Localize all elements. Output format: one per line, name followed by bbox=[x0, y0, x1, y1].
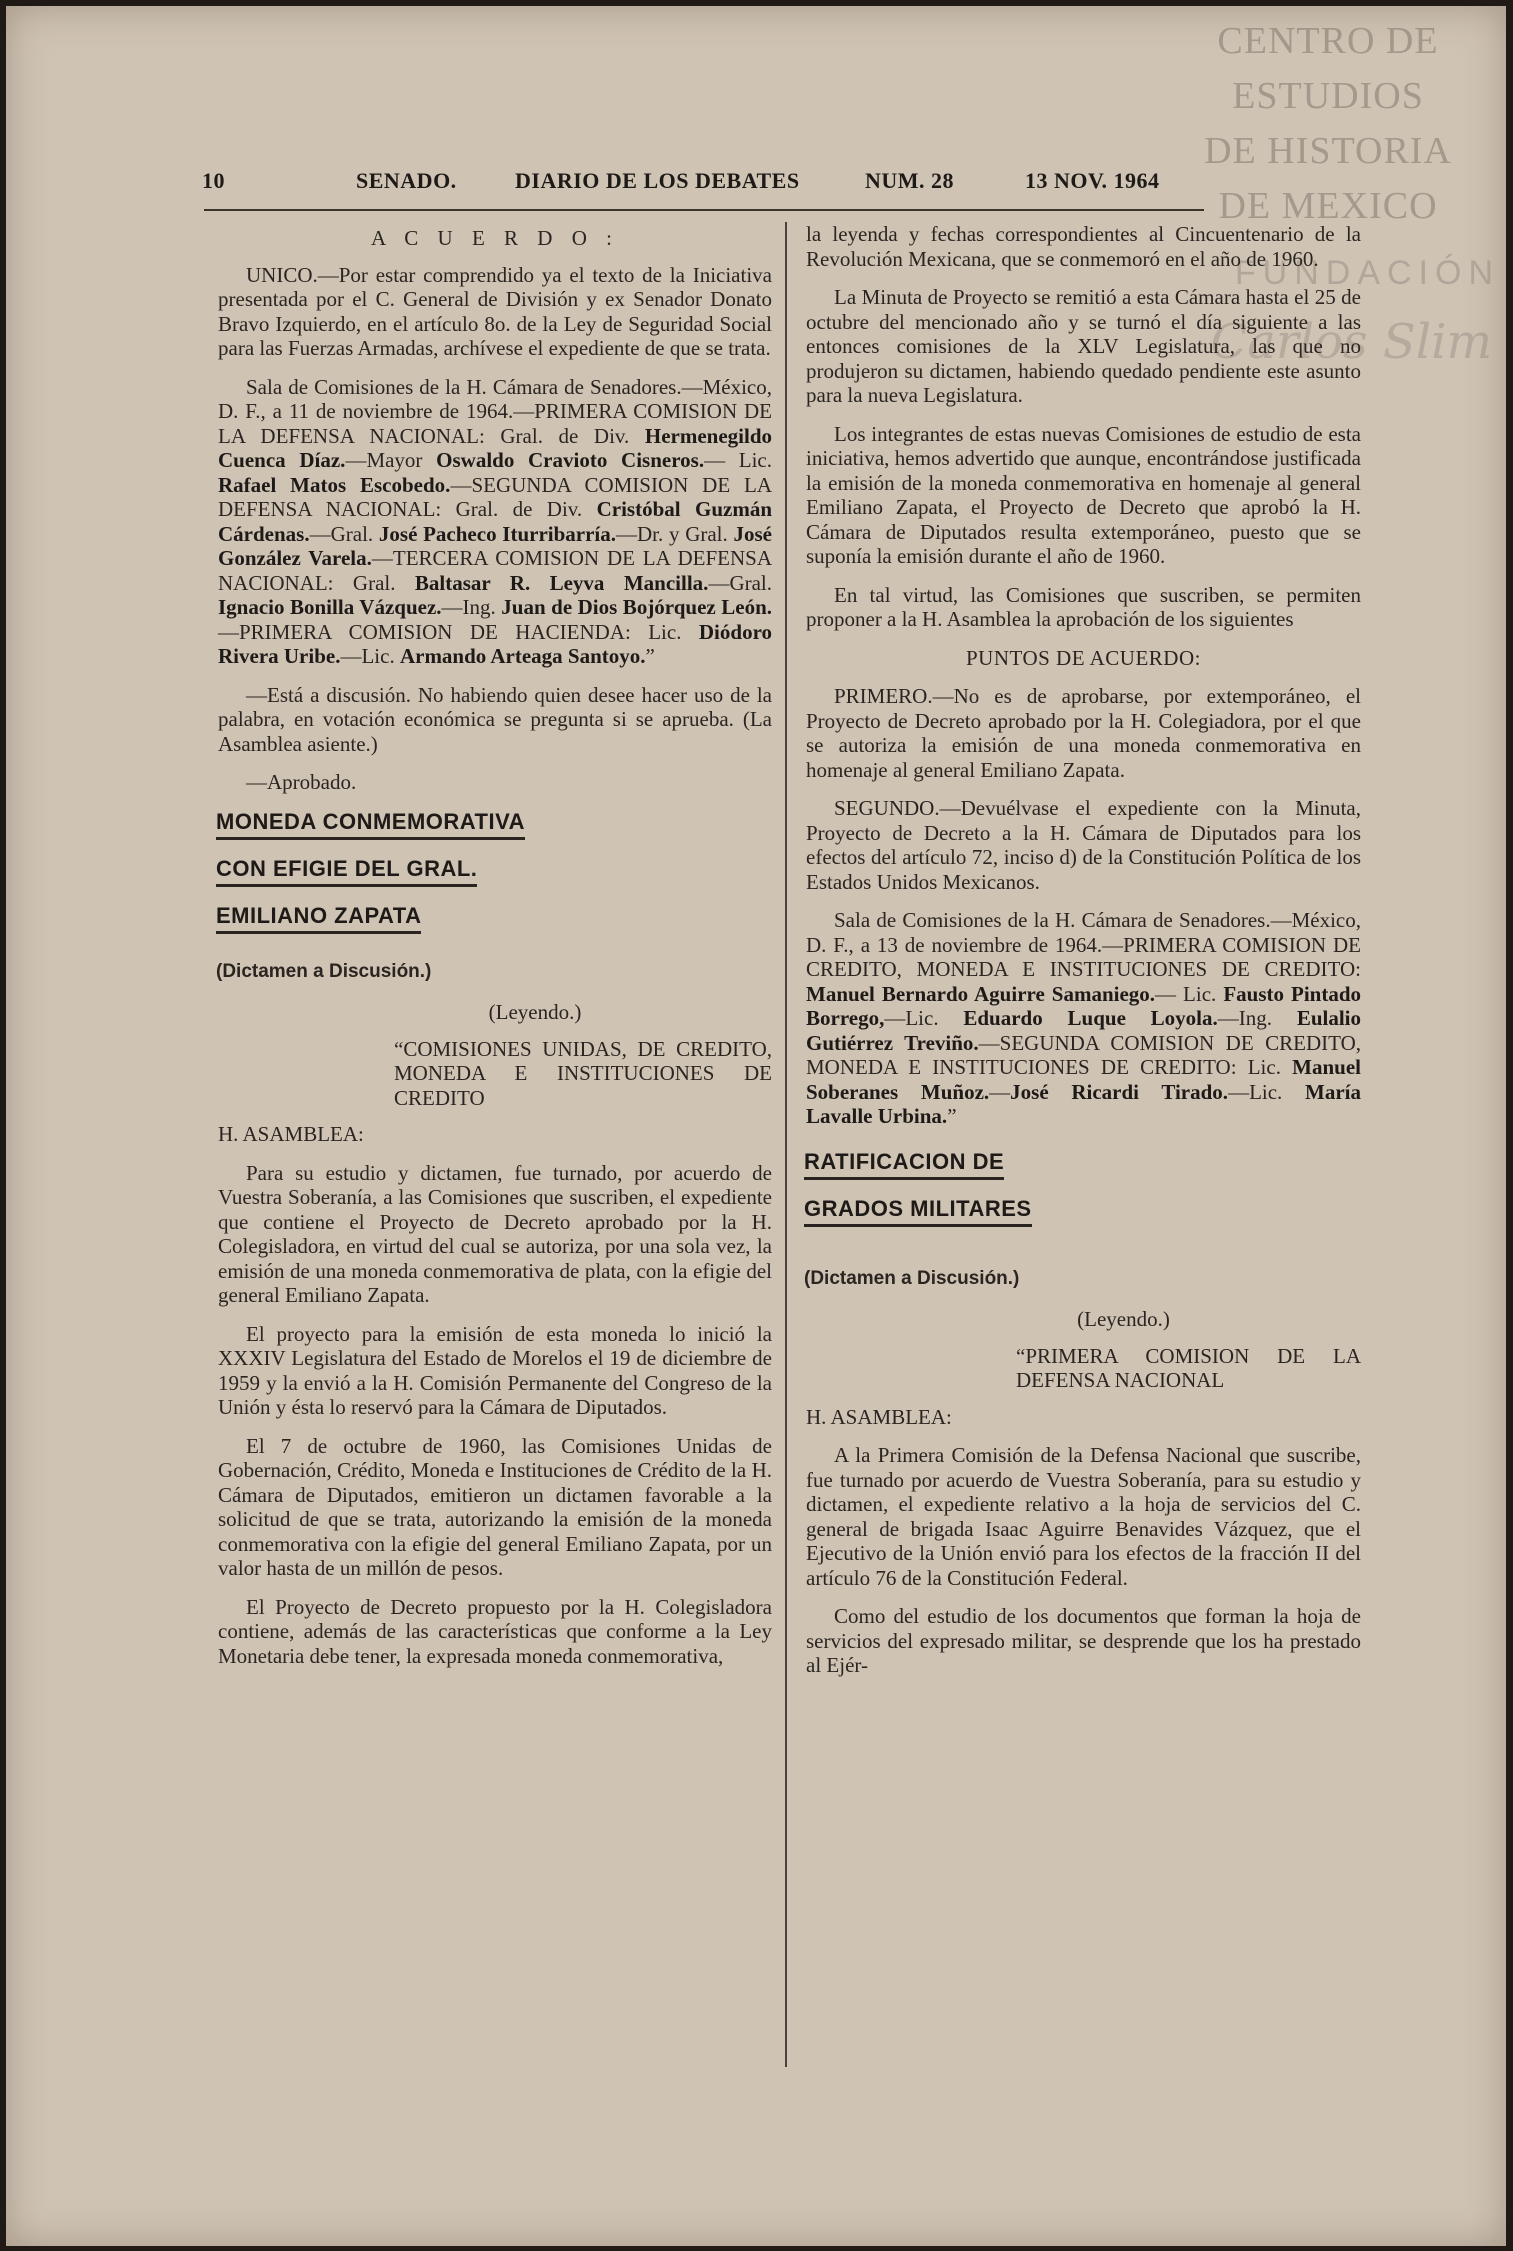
body-paragraph: El Proyecto de Decreto propuesto por la H. Colegisladora contiene, además de las características que conforme a la Ley Monetaria debe tener, la expresada moneda conmemorativa, bbox=[218, 1594, 772, 1668]
section-title: RATIFICACION DE bbox=[804, 1149, 1004, 1180]
column-divider bbox=[785, 222, 787, 2067]
signatures-paragraph bbox=[218, 375, 772, 669]
comision-heading: “COMISIONES UNIDAS, DE CREDITO, MONEDA E INSTITUCIONES DE CREDITO bbox=[394, 1036, 772, 1110]
sala-text: —Gral. bbox=[309, 521, 374, 546]
dictamen-label: (Dictamen a Discusión.) bbox=[216, 960, 432, 982]
section-title: MONEDA CONMEMORATIVA bbox=[216, 809, 525, 840]
signatory-name: Juan de Dios Bojórquez León. bbox=[501, 595, 772, 619]
discusion-paragraph: —Está a discusión. No habiendo quien desee hacer uso de la palabra, en votación económica se pregunta si se aprueba. (La Asamblea asiente.) bbox=[218, 682, 772, 756]
body-paragraph: La Minuta de Proyecto se remitió a esta Cámara hasta el 25 de octubre del mencionado año y se turnó el día siguiente a las entonces comisiones de la XLV Legislatura, las que no produjeron su dictamen, habiendo quedado pendiente este asunto para la nueva Legislatura. bbox=[806, 285, 1361, 407]
watermark-line-1: CENTRO DE bbox=[1217, 20, 1439, 62]
primero-paragraph: PRIMERO.—No es de aprobarse, por extemporáneo, el Proyecto de Decreto aprobado por la H. Colegiadora, por el que se autoriza la emisión de una moneda conmemorativa en homenaje al general Emiliano Zapata. bbox=[806, 684, 1361, 782]
signatory-name: Rafael Matos Escobedo. bbox=[218, 472, 451, 497]
asamblea-salutation: H. ASAMBLEA: bbox=[218, 1122, 364, 1146]
header-issue: NUM. 28 bbox=[865, 168, 955, 193]
dictamen-label: (Dictamen a Discusión.) bbox=[804, 1267, 1020, 1289]
sala-text: —SEGUNDA COMISION DE CREDITO, MONEDA E INSTITUCIONES DE CREDITO: Lic. bbox=[806, 1030, 1361, 1079]
signatory-name: José Ricardi Tirado. bbox=[1010, 1079, 1229, 1104]
sala-text: —Dr. y Gral. bbox=[616, 521, 728, 546]
signatory-name: Manuel Bernardo Aguirre Samaniego. bbox=[806, 981, 1156, 1006]
body-paragraph: El 7 de octubre de 1960, las Comisiones Unidas de Gobernación, Crédito, Moneda e Instituciones de Crédito de la H. Cámara de Diputados, emitieron un dictamen favorable a la solicitud de que se trata, autorizando la emisión de la moneda conmemorativa con la efigie del general Emiliano Zapata, por un valor hasta de un millón de pesos. bbox=[218, 1433, 772, 1580]
sala-text: —Lic. bbox=[884, 1006, 939, 1030]
body-paragraph: Para su estudio y dictamen, fue turnado, por acuerdo de Vuestra Soberanía, a las Comisiones que suscriben, el expediente que contiene el Proyecto de Decreto aprobado por la H. Colegisladora, en virtud del cual se autoriza, por una sola vez, la emisión de una moneda conmemorativa de plata, con la efigie del general Emiliano Zapata. bbox=[218, 1160, 772, 1307]
leyendo-label: (Leyendo.) bbox=[488, 1000, 582, 1024]
body-paragraph: Los integrantes de estas nuevas Comisiones de estudio de esta iniciativa, hemos advertido que aunque, encontrándose justificada la emisión de la moneda conmemorativa en homenaje al general Emiliano Zapata, el Proyecto de Decreto que aprobó la H. Cámara de Diputados resulta extemporáneo, puesto que se suponía la emisión durante el año de 1960. bbox=[806, 421, 1361, 568]
sala-text: —Ing. bbox=[441, 595, 496, 619]
acuerdo-title: A C U E R D O : bbox=[371, 226, 619, 250]
signatory-name: María Lavalle Urbina. bbox=[806, 1079, 1361, 1128]
sala-text: —SEGUNDA COMISION DE LA DEFENSA NACIONAL: Gral. de Div. bbox=[218, 472, 772, 521]
watermark-line-3: DE HISTORIA bbox=[1204, 130, 1452, 172]
puntos-de-acuerdo-heading: PUNTOS DE ACUERDO: bbox=[966, 645, 1201, 670]
sala-text: — bbox=[989, 1079, 1011, 1104]
sala-text: —Mayor bbox=[345, 448, 423, 472]
unico-paragraph: UNICO.—Por estar comprendido ya el texto de la Iniciativa presentada por el C. General de División y ex Senador Donato Bravo Izquierdo, en el artículo 8o. de la Ley de Seguridad Social para las Fuerzas Armadas, archívese el expediente de que se trata. bbox=[218, 262, 772, 360]
comision-heading: “PRIMERA COMISION DE LA DEFENSA NACIONAL bbox=[1016, 1343, 1361, 1392]
signatory-name: José González Varela. bbox=[218, 521, 772, 570]
left-column bbox=[218, 222, 772, 1682]
body-paragraph: Como del estudio de los documentos que forman la hoja de servicios del expresado militar, se desprende que los ha prestado al Ejér- bbox=[806, 1604, 1361, 1677]
sala-text: —Lic. bbox=[1228, 1079, 1283, 1104]
sala-text: Sala de Comisiones de la H. Cámara de Senadores.—México, D. F., a 11 de noviembre de 1964.—PRIMERA COMISION DE LA DEFENSA NACIONAL: Gral. de Div. bbox=[218, 374, 772, 448]
leyendo-label: (Leyendo.) bbox=[1077, 1307, 1170, 1331]
signatory-name: Diódoro Rivera Uribe. bbox=[218, 619, 773, 668]
signatory-name: Oswaldo Cravioto Cisneros. bbox=[436, 448, 705, 472]
watermark-line-2: ESTUDIOS bbox=[1232, 75, 1424, 117]
signatures-paragraph bbox=[806, 908, 1361, 1129]
signatory-name: Hermenegildo Cuenca Díaz. bbox=[218, 423, 773, 472]
sala-text: — Lic. bbox=[1155, 981, 1217, 1006]
body-paragraph: En tal virtud, las Comisiones que suscriben, se permiten proponer a la H. Asamblea la aprobación de los siguientes bbox=[806, 582, 1361, 631]
signatory-name: Ignacio Bonilla Vázquez. bbox=[218, 595, 442, 619]
watermark-line-4: DE MEXICO bbox=[1218, 185, 1438, 227]
sala-text: — Lic. bbox=[704, 448, 773, 472]
right-column bbox=[806, 222, 1361, 1692]
sala-text: —TERCERA COMISION DE LA DEFENSA NACIONAL: Gral. bbox=[218, 546, 772, 595]
page-number: 10 bbox=[202, 168, 225, 193]
header-chamber: SENADO. bbox=[356, 168, 457, 193]
sala-text: Sala de Comisiones de la H. Cámara de Senadores.—México, D. F., a 13 de noviembre de 1964.—PRIMERA COMISION DE CREDITO, MONEDA E INSTITUCIONES DE CREDITO: bbox=[806, 908, 1361, 981]
header-publication: DIARIO DE LOS DEBATES bbox=[515, 168, 800, 193]
archive-watermark bbox=[1178, 14, 1478, 234]
section-title: GRADOS MILITARES bbox=[804, 1196, 1032, 1227]
section-title: CON EFIGIE DEL GRAL. bbox=[216, 856, 477, 887]
asamblea-salutation: H. ASAMBLEA: bbox=[806, 1404, 952, 1429]
signatory-name: Armando Arteaga Santoyo. bbox=[399, 644, 646, 668]
signatory-name: José Pacheco Iturribarría. bbox=[378, 521, 617, 546]
signatory-name: Eulalio Gutiérrez Treviño. bbox=[806, 1006, 1362, 1055]
body-paragraph: El proyecto para la emisión de esta moneda lo inició la XXXIV Legislatura del Estado de Morelos el 19 de diciembre de 1959 y la envió a la H. Comisión Permanente del Congreso de la Unión y ésta lo reservó para la Cámara de Diputados. bbox=[218, 1321, 772, 1419]
header-rule bbox=[204, 209, 1204, 211]
section-title: EMILIANO ZAPATA bbox=[216, 903, 421, 934]
header-date: 13 NOV. 1964 bbox=[1025, 168, 1160, 193]
watermark-signature: Carlos Slim bbox=[1210, 314, 1492, 370]
body-paragraph: la leyenda y fechas correspondientes al Cincuentenario de la Revolución Mexicana, que se conmemoró en el año de 1960. bbox=[806, 222, 1361, 271]
segundo-paragraph: SEGUNDO.—Devuélvase el expediente con la Minuta, Proyecto de Decreto a la H. Cámara de Diputados para los efectos del artículo 72, inciso d) de la Constitución Política de los Estados Unidos Mexicanos. bbox=[806, 796, 1361, 894]
body-paragraph: A la Primera Comisión de la Defensa Nacional que suscribe, fue turnado por acuerdo de Vuestra Soberanía, para su estudio y dictamen, el expediente relativo a la hoja de servicios del C. general de brigada Isaac Aguirre Benavides Vázquez, que el Ejecutivo de la Unión envió para los efectos de la fracción II del artículo 76 de la Constitución Federal. bbox=[806, 1443, 1361, 1590]
signatory-name: Baltasar R. Leyva Mancilla. bbox=[414, 570, 709, 595]
signatory-name: Manuel Soberanes Muñoz. bbox=[806, 1055, 1362, 1104]
watermark-fundacion: FUNDACIÓN bbox=[1234, 254, 1500, 292]
sala-text: ” bbox=[645, 644, 655, 668]
sala-text: —PRIMERA COMISION DE HACIENDA: Lic. bbox=[218, 619, 682, 644]
signatory-name: Eduardo Luque Loyola. bbox=[963, 1006, 1218, 1030]
sala-text: —Gral. bbox=[708, 570, 773, 595]
sala-text: —Lic. bbox=[340, 644, 395, 668]
document-page bbox=[6, 6, 1506, 2246]
sala-text: —Ing. bbox=[1217, 1006, 1273, 1030]
sala-text: ” bbox=[947, 1104, 957, 1128]
aprobado-paragraph: —Aprobado. bbox=[246, 770, 357, 794]
signatory-name: Cristóbal Guzmán Cárdenas. bbox=[218, 497, 772, 546]
signatory-name: Fausto Pintado Borrego, bbox=[806, 981, 1362, 1030]
